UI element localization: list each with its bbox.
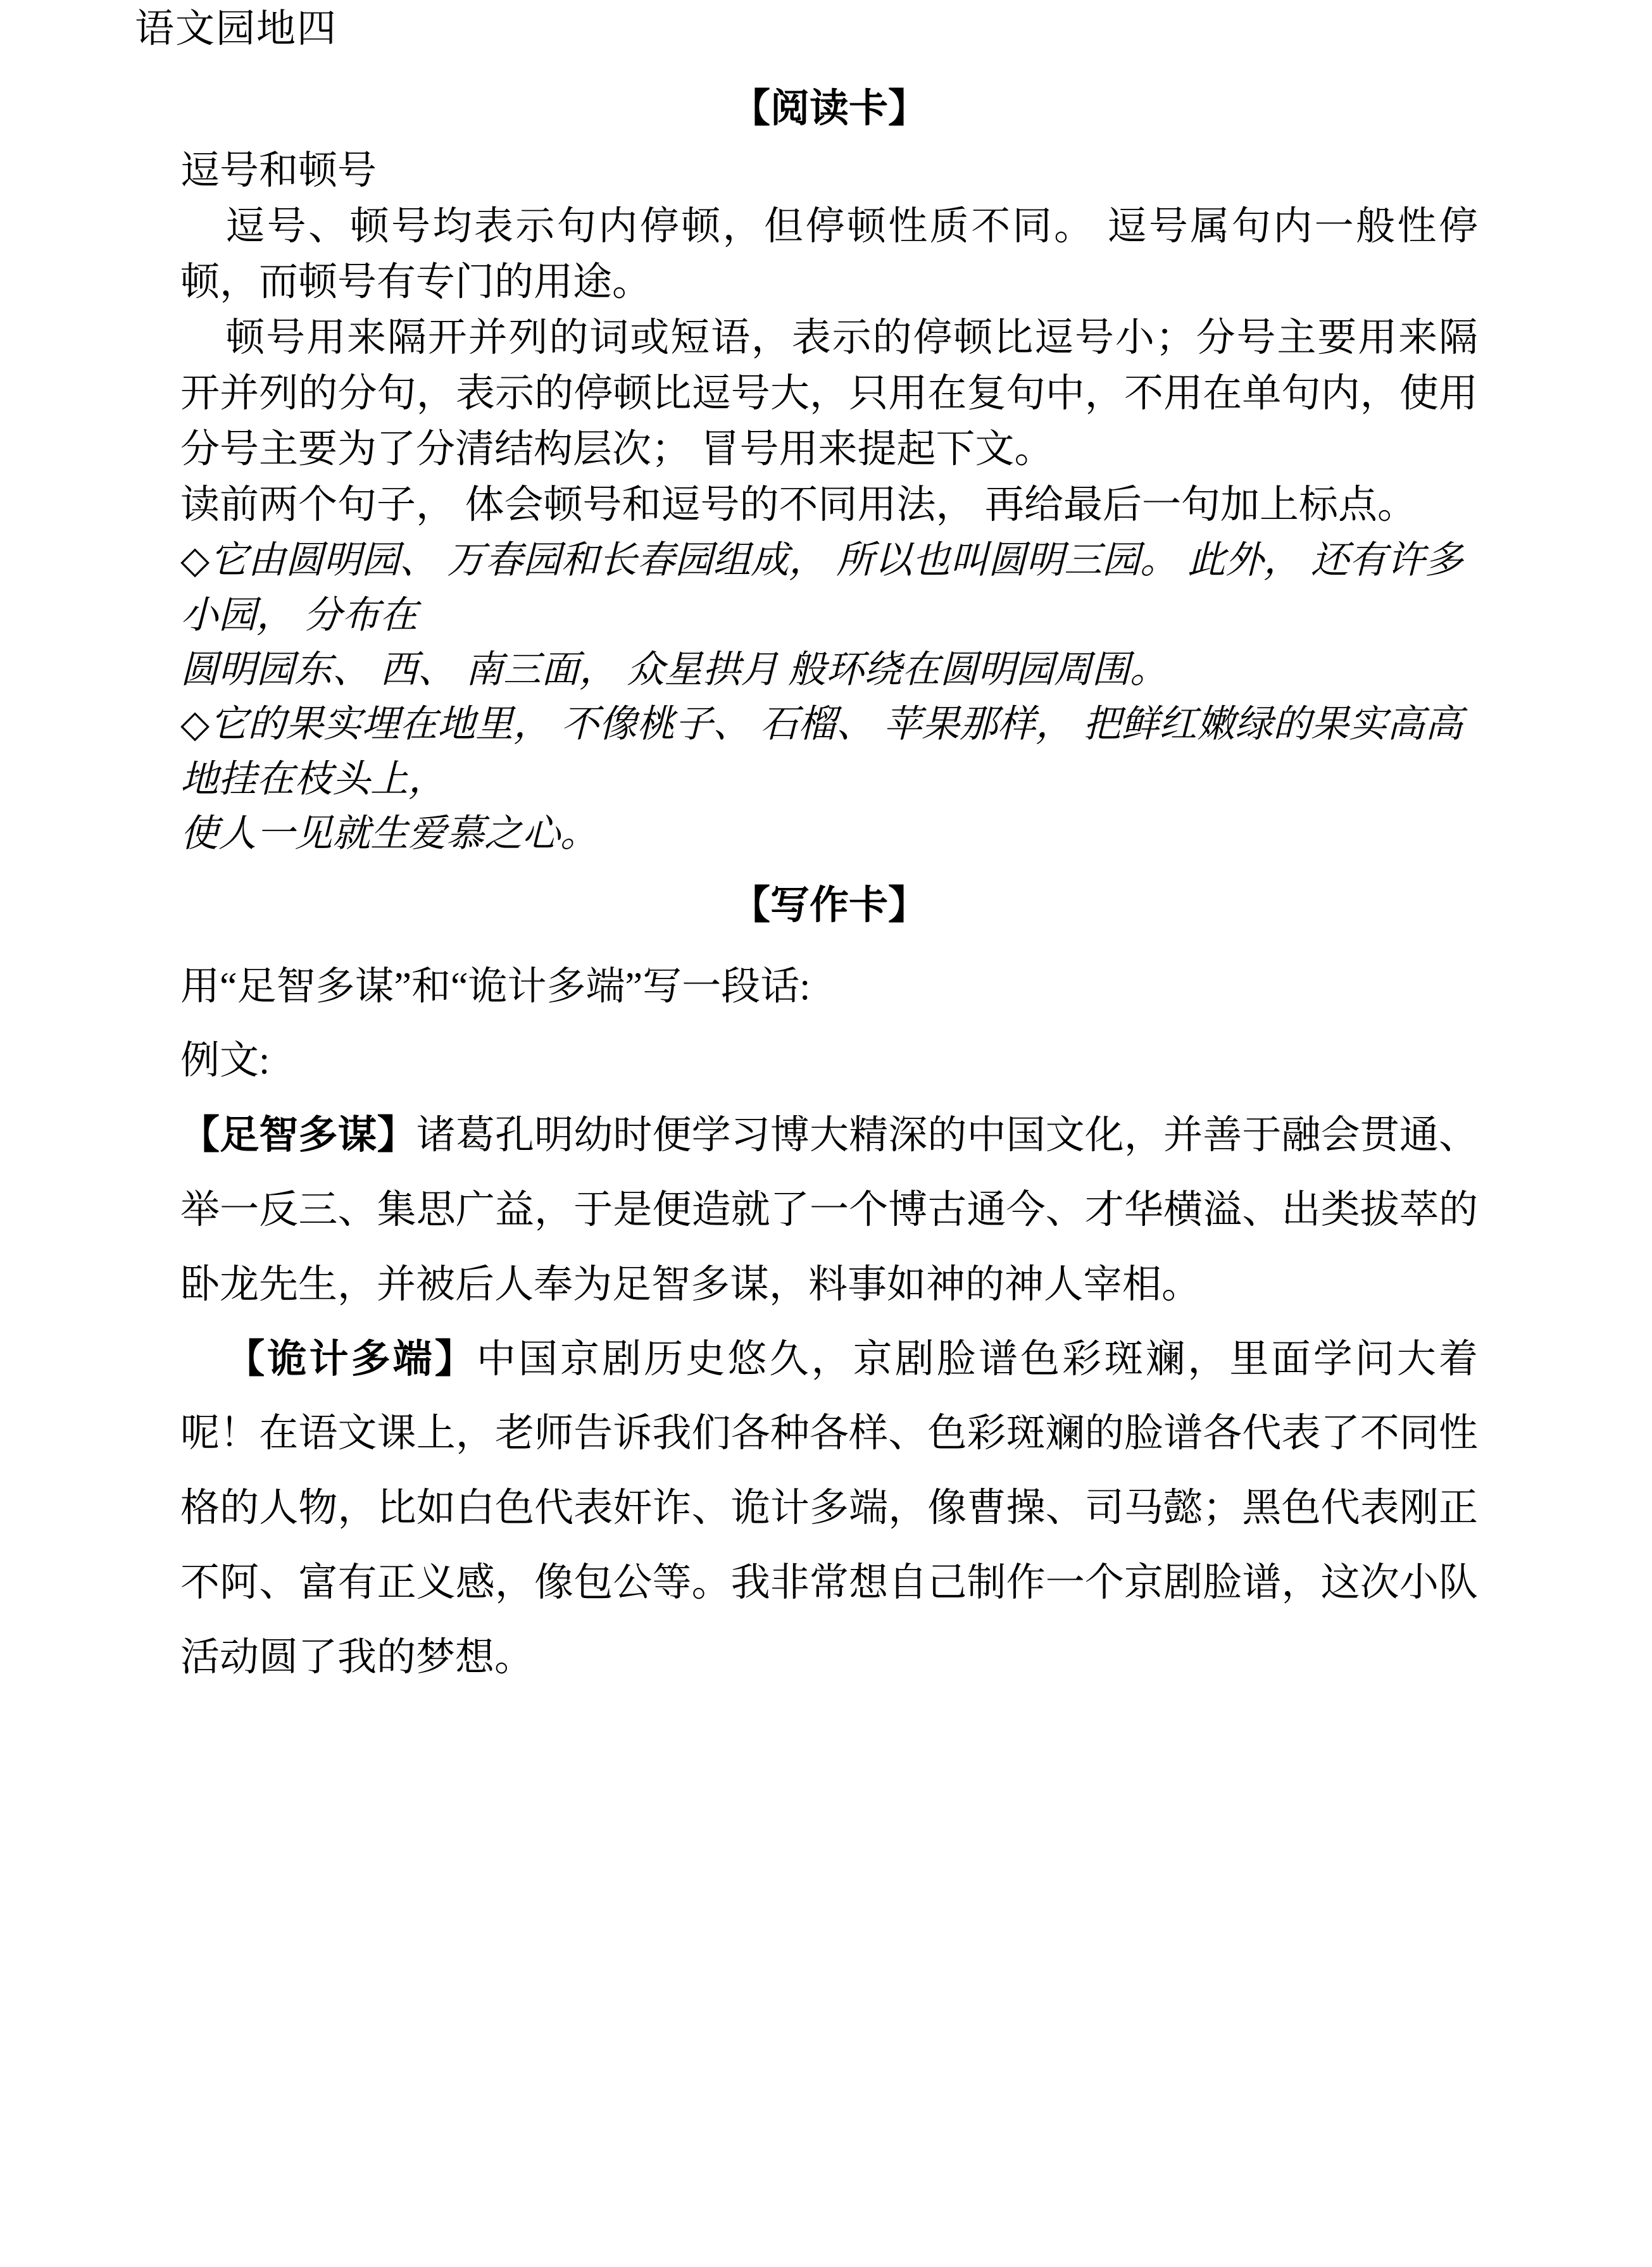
diamond-bullet-icon: ◇ <box>180 539 210 582</box>
exercise-item-2-line-2: 使人一见就生爱慕之心。 <box>180 813 598 855</box>
diamond-bullet-icon: ◇ <box>180 703 210 746</box>
reading-card-paragraph-2: 顿号用来隔开并列的词或短语，表示的停顿比逗号小；分号主要用来隔开并列的分句，表示的停顿比逗号大，只用在复句中，不用在单句内，使用分号主要为了分清结构层次； 冒号用来提起下文。 <box>180 316 1478 472</box>
running-head-title: 语文园地四 <box>135 8 338 51</box>
reading-card-paragraph-1: 逗号、顿号均表示句内停顿，但停顿性质不同。 逗号属句内一般性停顿，而顿号有专门的用途。 <box>180 205 1478 304</box>
exercise-item-1 <box>180 533 1478 642</box>
writing-sample-1-text: 诸葛孔明幼时便学习博大精深的中国文化，并善于融会贯通、举一反三、集思广益，于是便造就了一个博古通今、才华横溢、出类拔萃的卧龙先生，并被后人奉为足智多谋，料事如神的神人宰相。 <box>180 1114 1478 1306</box>
exercise-item-1-line-1: 它由圆明园、 万春园和长春园组成， 所以也叫圆明三园。 此外， 还有许多小园， 分布在 <box>180 539 1463 636</box>
exercise-item-1-line-2: 圆明园东、 西、 南三面， 众星拱月 般环绕在圆明园周围。 <box>180 649 1168 691</box>
exercise-item-2 <box>180 697 1478 806</box>
writing-card-heading: 【写作卡】 <box>730 884 927 927</box>
writing-sample-2 <box>180 1323 1478 1696</box>
spacer <box>180 934 1478 950</box>
writing-sample-1-tag: 【足智多谋】 <box>180 1114 416 1158</box>
writing-card-prompt: 用“足智多谋”和“诡计多端”写一段话: <box>180 965 811 1008</box>
writing-sample-2-tag: 【诡计多端】 <box>225 1337 477 1381</box>
writing-card-sample-label: 例文: <box>180 1039 270 1083</box>
reading-card-instruction: 读前两个句子， 体会顿号和逗号的不同用法， 再给最后一句加上标点。 <box>180 484 1417 527</box>
spacer <box>180 861 1478 878</box>
reading-card-heading: 【阅读卡】 <box>730 87 927 130</box>
document-content <box>180 81 1478 1696</box>
writing-sample-2-text: 中国京剧历史悠久，京剧脸谱色彩斑斓，里面学问大着呢！在语文课上，老师告诉我们各种各样、色彩斑斓的脸谱各代表了不同性格的人物，比如白色代表奸诈、诡计多端，像曹操、司马懿；黑色代表刚正不阿、富有正义感，像包公等。我非常想自己制作一个京剧脸谱，这次小队活动圆了我的梦想。 <box>180 1337 1478 1679</box>
reading-card-subheading: 逗号和顿号 <box>180 149 377 193</box>
exercise-item-2-line-1: 它的果实埋在地里， 不像桃子、 石榴、 苹果那样， 把鲜红嫩绿的果实高高地挂在枝头上， <box>180 703 1463 800</box>
writing-sample-1 <box>180 1099 1478 1322</box>
